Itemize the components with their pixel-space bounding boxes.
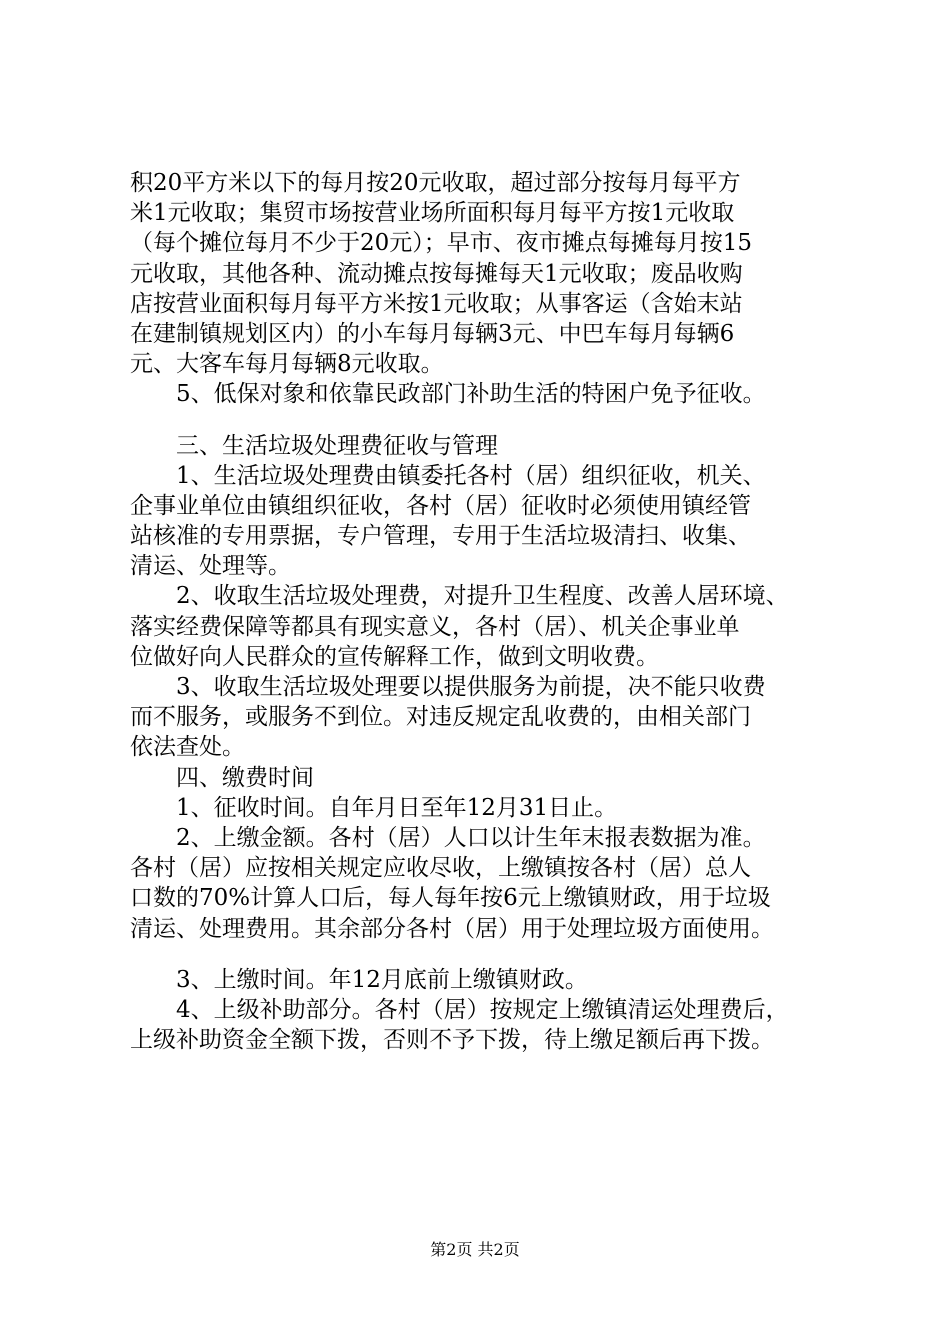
text-line: 依法查处。 xyxy=(130,734,245,761)
text-line: 上级补助资金全额下拨，否则不予下拨，待上缴足额后再下拨。 xyxy=(130,1027,774,1054)
text-line: 而不服务，或服务不到位。对违反规定乱收费的，由相关部门 xyxy=(130,704,751,731)
text-line: 元收取，其他各种、流动摊点按每摊每天1元收取；废品收购 xyxy=(130,260,743,287)
text-line: 元、大客车每月每辆8元收取。 xyxy=(130,351,444,378)
paragraph-item-1: 1、征收时间。自年月日至年12月31日止。 xyxy=(176,794,618,821)
text-line: 米1元收取；集贸市场按营业场所面积每月每平方按1元收取 xyxy=(130,200,735,227)
paragraph-item-4: 4、上级补助部分。各村（居）按规定上缴镇清运处理费后， xyxy=(176,996,789,1023)
page-footer: 第2页 共2页 xyxy=(430,1240,520,1259)
text-line: 企事业单位由镇组织征收，各村（居）征收时必须使用镇经管 xyxy=(130,492,751,519)
text-line: 店按营业面积每月每平方米按1元收取；从事客运（含始末站 xyxy=(130,290,743,317)
text-line: （每个摊位每月不少于20元）；早市、夜市摊点每摊每月按15 xyxy=(130,230,753,257)
paragraph-item-2: 2、收取生活垃圾处理费，对提升卫生程度、改善人居环境、 xyxy=(176,583,789,610)
paragraph-gap xyxy=(130,944,842,965)
paragraph-item-2: 2、上缴金额。各村（居）人口以计生年末报表数据为准。 xyxy=(176,824,766,851)
text-line: 站核准的专用票据，专户管理，专用于生活垃圾清扫、收集、 xyxy=(130,523,751,550)
paragraph-item-5: 5、低保对象和依靠民政部门补助生活的特困户免予征收。 xyxy=(176,381,766,408)
text-line: 积20平方米以下的每月按20元收取，超过部分按每月每平方 xyxy=(130,170,741,196)
document-body xyxy=(130,168,842,1055)
paragraph-item-3: 3、收取生活垃圾处理要以提供服务为前提，决不能只收费 xyxy=(176,674,766,700)
section-heading-3: 三、生活垃圾处理费征收与管理 xyxy=(176,432,498,459)
text-line: 位做好向人民群众的宣传解释工作，做到文明收费。 xyxy=(130,643,659,670)
text-line: 落实经费保障等都具有现实意义，各村（居）、机关企事业单 xyxy=(130,613,740,640)
text-line: 清运、处理等。 xyxy=(130,553,291,580)
paragraph-item-1: 1、生活垃圾处理费由镇委托各村（居）组织征收，机关、 xyxy=(176,462,766,489)
text-line: 口数的70%计算人口后，每人每年按6元上缴镇财政，用于垃圾 xyxy=(130,885,771,912)
text-line: 各村（居）应按相关规定应收尽收，上缴镇按各村（居）总人 xyxy=(130,855,751,882)
section-heading-4: 四、缴费时间 xyxy=(176,764,314,791)
paragraph-gap xyxy=(130,410,842,431)
paragraph-item-3: 3、上缴时间。年12月底前上缴镇财政。 xyxy=(176,966,588,993)
text-line: 在建制镇规划区内）的小车每月每辆3元、中巴车每月每辆6 xyxy=(130,320,735,347)
text-line: 清运、处理费用。其余部分各村（居）用于处理垃圾方面使用。 xyxy=(130,915,774,942)
